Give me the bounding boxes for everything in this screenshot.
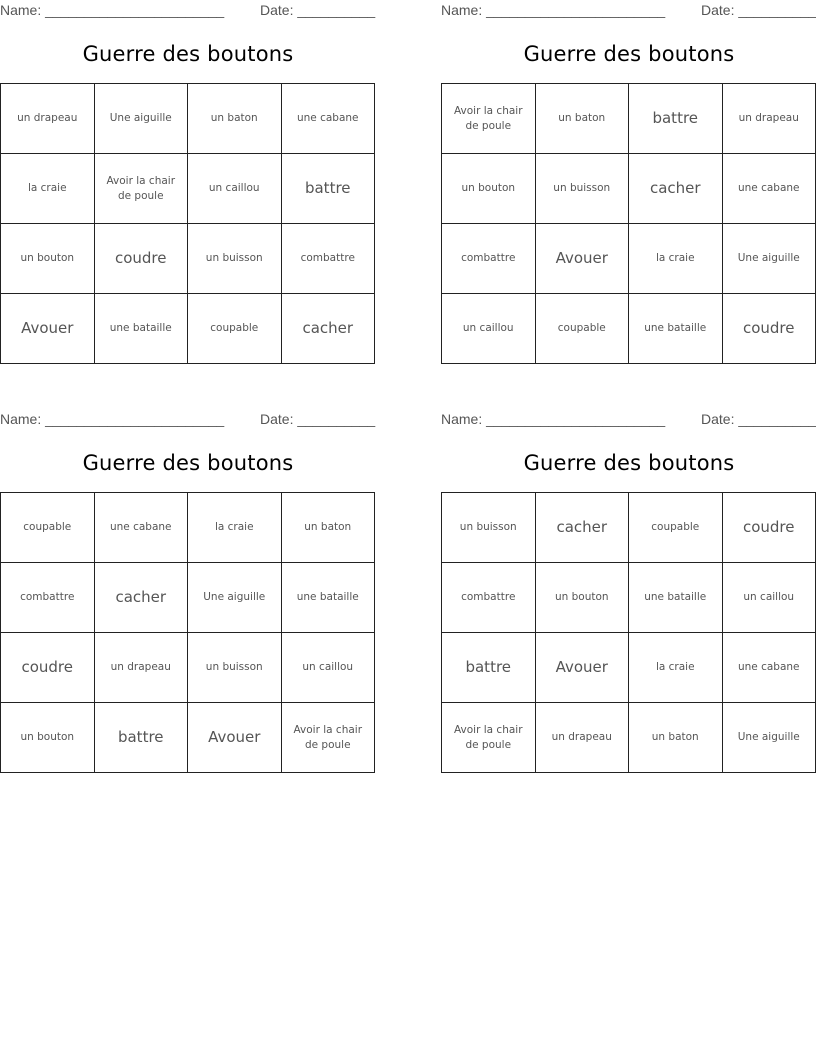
card-header [0, 411, 376, 429]
bingo-card-2 [441, 0, 816, 365]
card-title: Guerre des boutons [523, 451, 735, 475]
card-title: Guerre des boutons [82, 42, 294, 66]
bingo-cell: une cabane [723, 633, 816, 703]
card-header [441, 2, 816, 20]
bingo-cell: battre [442, 633, 536, 703]
bingo-cell: la craie [629, 633, 723, 703]
bingo-cell: combattre [1, 563, 95, 633]
name-label: Name: _______________________ [0, 411, 225, 427]
bingo-cell: coupable [629, 493, 723, 563]
card-header [441, 411, 816, 429]
bingo-cell: un buisson [188, 633, 282, 703]
bingo-cell: un baton [536, 84, 630, 154]
bingo-cell: un buisson [188, 224, 282, 294]
bingo-cell: la craie [629, 224, 723, 294]
bingo-cell: un caillou [188, 154, 282, 224]
bingo-cell: un drapeau [536, 703, 630, 773]
bingo-cell: battre [282, 154, 376, 224]
bingo-grid [441, 492, 816, 773]
bingo-cell: un buisson [442, 493, 536, 563]
bingo-cell: un buisson [536, 154, 630, 224]
bingo-card-1 [0, 0, 376, 365]
bingo-cell: coudre [95, 224, 189, 294]
bingo-cell: Avoir la chair de poule [95, 154, 189, 224]
bingo-cell: un caillou [282, 633, 376, 703]
name-label: Name: _______________________ [0, 2, 225, 18]
bingo-cell: Une aiguille [723, 703, 816, 773]
date-label: Date: __________ [260, 2, 376, 18]
bingo-cell: coupable [536, 294, 630, 364]
bingo-cell: coudre [723, 294, 816, 364]
bingo-cell: un baton [282, 493, 376, 563]
bingo-cell: cacher [282, 294, 376, 364]
bingo-cell: coudre [723, 493, 816, 563]
name-label: Name: _______________________ [441, 2, 666, 18]
bingo-grid [0, 83, 375, 364]
bingo-cell: un bouton [1, 224, 95, 294]
bingo-cell: un baton [629, 703, 723, 773]
bingo-card-3 [0, 409, 376, 774]
bingo-cell: Avoir la chair de poule [282, 703, 376, 773]
bingo-cell: un drapeau [723, 84, 816, 154]
bingo-cell: Avouer [1, 294, 95, 364]
bingo-cell: un drapeau [95, 633, 189, 703]
bingo-cell: un caillou [723, 563, 816, 633]
bingo-cell: coupable [1, 493, 95, 563]
card-title: Guerre des boutons [82, 451, 294, 475]
date-label: Date: __________ [260, 411, 376, 427]
date-label: Date: __________ [701, 411, 816, 427]
bingo-grid [0, 492, 375, 773]
bingo-cell: combattre [442, 224, 536, 294]
bingo-cell: combattre [442, 563, 536, 633]
bingo-cell: Avouer [536, 633, 630, 703]
bingo-cell: Une aiguille [95, 84, 189, 154]
bingo-cell: une bataille [629, 563, 723, 633]
card-header [0, 2, 376, 20]
bingo-cell: Avouer [188, 703, 282, 773]
bingo-cell: cacher [95, 563, 189, 633]
bingo-cell: combattre [282, 224, 376, 294]
bingo-cell: une bataille [629, 294, 723, 364]
bingo-cell: la craie [1, 154, 95, 224]
bingo-card-4 [441, 409, 816, 774]
bingo-cell: battre [629, 84, 723, 154]
card-title: Guerre des boutons [523, 42, 735, 66]
bingo-cell: un caillou [442, 294, 536, 364]
bingo-cell: Une aiguille [188, 563, 282, 633]
bingo-cell: une bataille [95, 294, 189, 364]
bingo-cell: cacher [629, 154, 723, 224]
bingo-cell: coudre [1, 633, 95, 703]
bingo-grid [441, 83, 816, 364]
bingo-cell: un drapeau [1, 84, 95, 154]
bingo-cell: un baton [188, 84, 282, 154]
date-label: Date: __________ [701, 2, 816, 18]
name-label: Name: _______________________ [441, 411, 666, 427]
bingo-cell: coupable [188, 294, 282, 364]
bingo-cell: un bouton [536, 563, 630, 633]
bingo-cell: une bataille [282, 563, 376, 633]
bingo-cell: une cabane [95, 493, 189, 563]
bingo-cell: une cabane [282, 84, 376, 154]
bingo-cell: cacher [536, 493, 630, 563]
bingo-cell: Une aiguille [723, 224, 816, 294]
bingo-cell: une cabane [723, 154, 816, 224]
bingo-cell: battre [95, 703, 189, 773]
bingo-cell: un bouton [442, 154, 536, 224]
bingo-cell: la craie [188, 493, 282, 563]
bingo-cell: Avoir la chair de poule [442, 84, 536, 154]
bingo-cell: Avouer [536, 224, 630, 294]
bingo-cell: Avoir la chair de poule [442, 703, 536, 773]
bingo-cell: un bouton [1, 703, 95, 773]
